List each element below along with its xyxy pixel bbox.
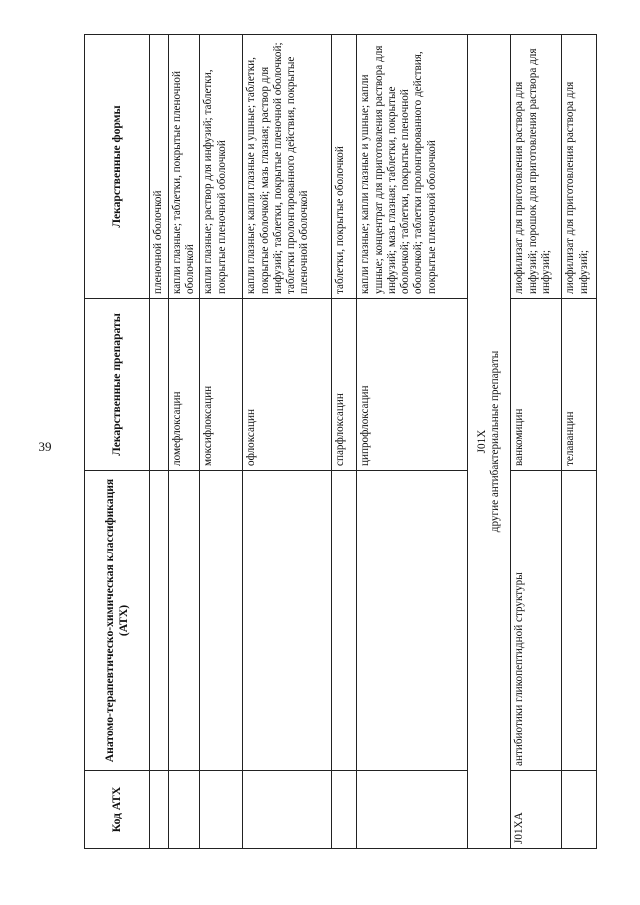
cell-code <box>332 771 357 849</box>
table-row <box>243 35 332 849</box>
cell-drug: телаванцин <box>562 299 597 471</box>
header-code: Код АТХ <box>85 771 150 849</box>
table-row <box>150 35 169 849</box>
cell-forms: капли глазные; раствор для инфузий; таблетки, покрытые пленочной оболочкой <box>200 35 243 299</box>
cell-code <box>150 771 169 849</box>
cell-code <box>357 771 468 849</box>
header-drugs: Лекарственные препараты <box>85 299 150 471</box>
group-name: другие антибактериальные препараты <box>489 350 502 533</box>
cell-class: антибиотики гликопептидной структуры <box>511 471 562 771</box>
cell-forms: капли глазные; капли глазные и ушные; капли ушные; концентрат для приготовления раствора для инфузий; мазь глазная; таблетки, покрытые оболочкой; таблетки, покрытые пленочной оболочкой; таблетки пролонгированного действия, покрытые пленочной оболочкой <box>357 35 468 299</box>
cell-forms: капли глазные; капли глазные и ушные; таблетки, покрытые оболочкой; мазь глазная; раствор для инфузий; таблетки, покрытые пленочной оболочкой; таблетки пролонгированного действия, покрытые пленочной оболочкой <box>243 35 332 299</box>
cell-class <box>243 471 332 771</box>
table-row <box>169 35 200 849</box>
cell-drug: ломефлоксацин <box>169 299 200 471</box>
cell-class <box>150 471 169 771</box>
header-forms: Лекарственные формы <box>85 35 150 299</box>
group-cell <box>468 35 511 849</box>
atx-table <box>84 34 597 849</box>
cell-code <box>562 771 597 849</box>
cell-code <box>200 771 243 849</box>
cell-drug: спарфлоксацин <box>332 299 357 471</box>
cell-forms: таблетки, покрытые оболочкой <box>332 35 357 299</box>
cell-drug: офлоксацин <box>243 299 332 471</box>
table-row <box>357 35 468 849</box>
cell-code: J01XA <box>511 771 562 849</box>
cell-forms: пленочной оболочкой <box>150 35 169 299</box>
table-row <box>511 35 562 849</box>
cell-code <box>169 771 200 849</box>
cell-forms: лиофилизат для приготовления раствора для инфузий; <box>562 35 597 299</box>
cell-drug <box>150 299 169 471</box>
cell-class <box>562 471 597 771</box>
table-row <box>332 35 357 849</box>
cell-class <box>200 471 243 771</box>
cell-drug: ципрофлоксацин <box>357 299 468 471</box>
cell-drug: ванкомицин <box>511 299 562 471</box>
cell-code <box>243 771 332 849</box>
cell-class <box>332 471 357 771</box>
group-row <box>468 35 511 849</box>
page-number: 39 <box>38 439 52 454</box>
cell-class <box>357 471 468 771</box>
header-classification: Анатомо-терапевтическо-химическая классификация (АТХ) <box>85 471 150 771</box>
group-code: J01X <box>476 429 489 454</box>
cell-drug: моксифлоксацин <box>200 299 243 471</box>
cell-forms: капли глазные; таблетки, покрытые пленочной оболочкой <box>169 35 200 299</box>
cell-forms: лиофилизат для приготовления раствора для инфузий; порошок для приготовления раствора для инфузий; <box>511 35 562 299</box>
table-row <box>562 35 597 849</box>
table-header-row <box>85 35 150 849</box>
cell-class <box>169 471 200 771</box>
rotated-table-container <box>84 35 592 849</box>
table-row <box>200 35 243 849</box>
